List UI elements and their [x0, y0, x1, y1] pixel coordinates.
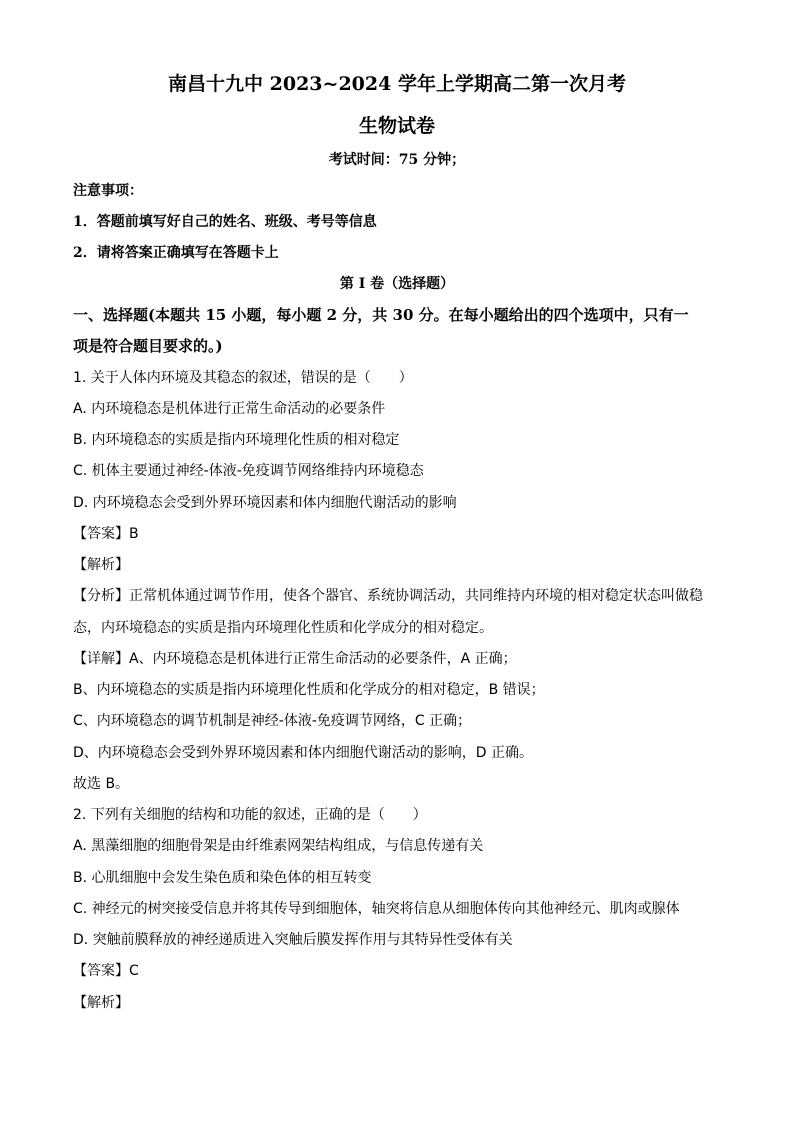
- q2-option-d: D. 突触前膜释放的神经递质进入突触后膜发挥作用与其特异性受体有关: [73, 932, 513, 948]
- q1-fenxi-line-2: 态，内环境稳态的实质是指内环境理化性质和化学成分的相对稳定。: [73, 620, 493, 636]
- q1-conclusion: 故选 B。: [73, 776, 130, 792]
- q2-option-a: A. 黑藻细胞的细胞骨架是由纤维素网架结构组成，与信息传递有关: [73, 838, 484, 854]
- q1-detail-line-1: [73, 649, 517, 669]
- answer-value: C: [129, 963, 139, 979]
- detail-label: 【详解】: [73, 651, 129, 667]
- exam-time: 考试时间：75 分钟；: [328, 152, 466, 168]
- exam-title: 南昌十九中 2023~2024 学年上学期高二第一次月考: [168, 73, 626, 95]
- answer-label: 【答案】: [73, 526, 129, 542]
- fenxi-label: 【分析】: [73, 588, 129, 604]
- q1-detail-line-3: C、内环境稳态的调节机制是神经-体液-免疫调节网络，C 正确；: [73, 713, 472, 729]
- section-heading-line-1: 一、选择题(本题共 15 小题，每小题 2 分，共 30 分。在每小题给出的四个选项中，只有一: [73, 306, 689, 324]
- q1-option-c: C. 机体主要通过神经-体液-免疫调节网络维持内环境稳态: [73, 463, 424, 479]
- fenxi-text: 正常机体通过调节作用，使各个器官、系统协调活动，共同维持内环境的相对稳定状态叫做稳: [129, 588, 703, 604]
- answer-value: B: [129, 526, 139, 542]
- answer-label: 【答案】: [73, 963, 129, 979]
- notice-item-2: 2．请将答案正确填写在答题卡上: [73, 245, 279, 261]
- q2-option-c: C. 神经元的树突接受信息并将其传导到细胞体，轴突将信息从细胞体传向其他神经元、肌肉或腺体: [73, 901, 680, 917]
- notice-item-1: 1．答题前填写好自己的姓名、班级、考号等信息: [73, 214, 377, 230]
- q1-detail-line-2: B、内环境稳态的实质是指内环境理化性质和化学成分的相对稳定，B 错误；: [73, 682, 545, 698]
- q2-analysis-label: 【解析】: [73, 995, 129, 1011]
- q2-answer: [73, 961, 139, 981]
- q1-detail-line-4: D、内环境稳态会受到外界环境因素和体内细胞代谢活动的影响，D 正确。: [73, 745, 534, 761]
- part-title: 第 I 卷（选择题）: [339, 276, 455, 292]
- section-heading-line-2: 项是符合题目要求的。): [73, 337, 223, 355]
- q1-answer: [73, 524, 139, 544]
- q1-option-d: D. 内环境稳态会受到外界环境因素和体内细胞代谢活动的影响: [73, 495, 457, 511]
- q2-stem: 2. 下列有关细胞的结构和功能的叙述，正确的是（ ）: [73, 807, 427, 823]
- q1-analysis-label: 【解析】: [73, 557, 129, 573]
- q1-fenxi-line-1: [73, 586, 703, 606]
- q2-option-b: B. 心肌细胞中会发生染色质和染色体的相互转变: [73, 870, 372, 886]
- q1-option-b: B. 内环境稳态的实质是指内环境理化性质的相对稳定: [73, 432, 400, 448]
- q1-stem: 1. 关于人体内环境及其稳态的叙述，错误的是（ ）: [73, 370, 413, 386]
- notice-heading: 注意事项：: [73, 183, 143, 199]
- exam-subject: 生物试卷: [358, 115, 435, 137]
- q1-option-a: A. 内环境稳态是机体进行正常生命活动的必要条件: [73, 401, 386, 417]
- detail-text: A、内环境稳态是机体进行正常生命活动的必要条件，A 正确；: [129, 651, 517, 667]
